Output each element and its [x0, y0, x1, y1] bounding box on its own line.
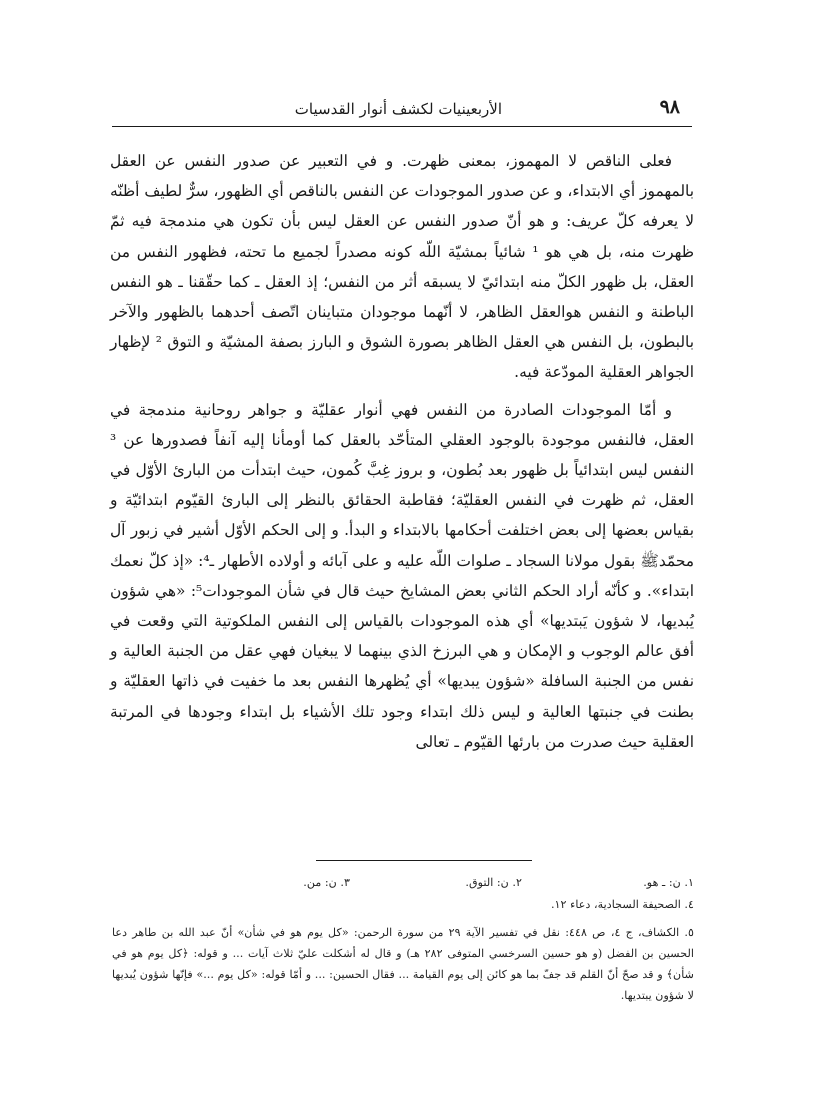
- paragraph-2: و أمّا الموجودات الصادرة من النفس فهي أنوار عقليّة و جواهر روحانية مندمجة في العقل، فالنفس موجودة بالوجود العقلي المتأحّد بالعقل كما أومأنا إليه آنفاً فصدورها عن ³ النفس ليس ابتدائياً بل ظهور بعد بُطون، و بروز غِبَّ كُمون، حيث ابتدأت من البارئ الأوّل في العقل، ثم ظهرت في النفس العقليّة؛ فقاطبة الحقائق بالنظر إلى البارئ القيّوم ابتدائيّة و بقياس بعضها إلى بعض اختلفت أحكامها بالابتداء و البدأ. و إلى الحكم الأوّل أشير في زبور آل محمّدﷺ بقول مولانا السجاد ـ صلوات اللّه عليه و على آبائه و أولاده الأطهار ـ⁴: «إذ كلّ نعمك ابتداء». و كأنّه أراد الحكم الثاني بعض المشايخ حيث قال في شأن الموجودات⁵: «هي شؤون يُبديها، لا شؤون يَبتديها» أي هذه الموجودات بالقياس إلى النفس الملكوتية التي وقعت في أفق عالم الوجوب و الإمكان و هي البرزخ الذي بينهما لا يبغيان فهي عقل من الجنبة العالية و نفس من الجنبة السافلة «شؤون يبديها» أي يُظهرها النفس بعد ما خفيت في ذاتها العقليّة و بطنت في جنبتها العالية و ليس ذلك ابتداء وجود تلك الأشياء بل ابتداء وجودها في المرتبة العقلية حيث صدرت من بارئها القيّوم ـ تعالى: [110, 400, 695, 751]
- page-header: [112, 96, 692, 126]
- paragraph-1: فعلى الناقص لا المهموز، بمعنى ظهرت. و في التعبير عن صدور النفس عن العقل بالمهموز أي الابتداء، و عن صدور الموجودات عن النفس بالناقص أي الظهور، سرٌّ لطيف أظنّه لا يعرفه كلّ عريف: و هو أنّ صدور النفس عن العقل ليس بأن تكون هي مندمجة فيه ثمّ ظهرت منه، بل هي هو ¹ شائياً بمشيّة اللّه كونه مصدراً لجميع ما تحته، فظهور النفس من العقل، بل ظهور الكلّ منه ابتدائيّ لا يسبقه أثر من النفس؛ إذ العقل ـ كما حقّقنا ـ هو النفس الباطنة و النفس هوالعقل الظاهر، لا أنّهما موجودان متباينان اتّصف أحدهما بالظهور والآخر بالبطون، بل النفس هي العقل الظاهر بصورة الشوق و البارز بصفة المشيّة و التوق ² لإظهار الجواهر العقلية المودّعة فيه.: [110, 152, 694, 382]
- footnote-row: [112, 872, 694, 894]
- footnote-3: ٣. ن: من.: [303, 876, 350, 889]
- footnote-5: ٥. الكشاف، ج ٤، ص ٤٤٨: نقل في تفسير الآية ٢٩ من سورة الرحمن: «كل يوم هو في شأن» أنّ عبد الله بن طاهر دعا الحسين بن الفضل (و هو حسين السرخسي المتوفى ٢٨٢ هـ) و قال له أشكلت عليّ ثلاث آيات ... و قوله: ﴿كل يوم هو في شأن﴾ و قد صحّ أنّ القلم قد جفّ بما هو كائن إلى يوم القيامة ... فقال الحسين: ... و أمّا قوله: «كل يوم ...» فإنّها شؤون يُبديها لا شؤون يبتديها.: [112, 926, 694, 1002]
- footnote-2: ٢. ن: التوق.: [465, 876, 522, 889]
- main-text: [110, 146, 694, 764]
- page-number: ٩٨: [659, 96, 680, 118]
- footnote-1: ١. ن: ـ هو.: [643, 876, 694, 889]
- footnotes: [112, 872, 694, 1006]
- header-rule: [112, 126, 692, 127]
- footnote-separator: [316, 860, 532, 861]
- running-title: الأربعينيات لكشف أنوار القدسيات: [294, 100, 502, 118]
- footnote-4: ٤. الصحيفة السجادية، دعاء ١٢.: [550, 898, 694, 911]
